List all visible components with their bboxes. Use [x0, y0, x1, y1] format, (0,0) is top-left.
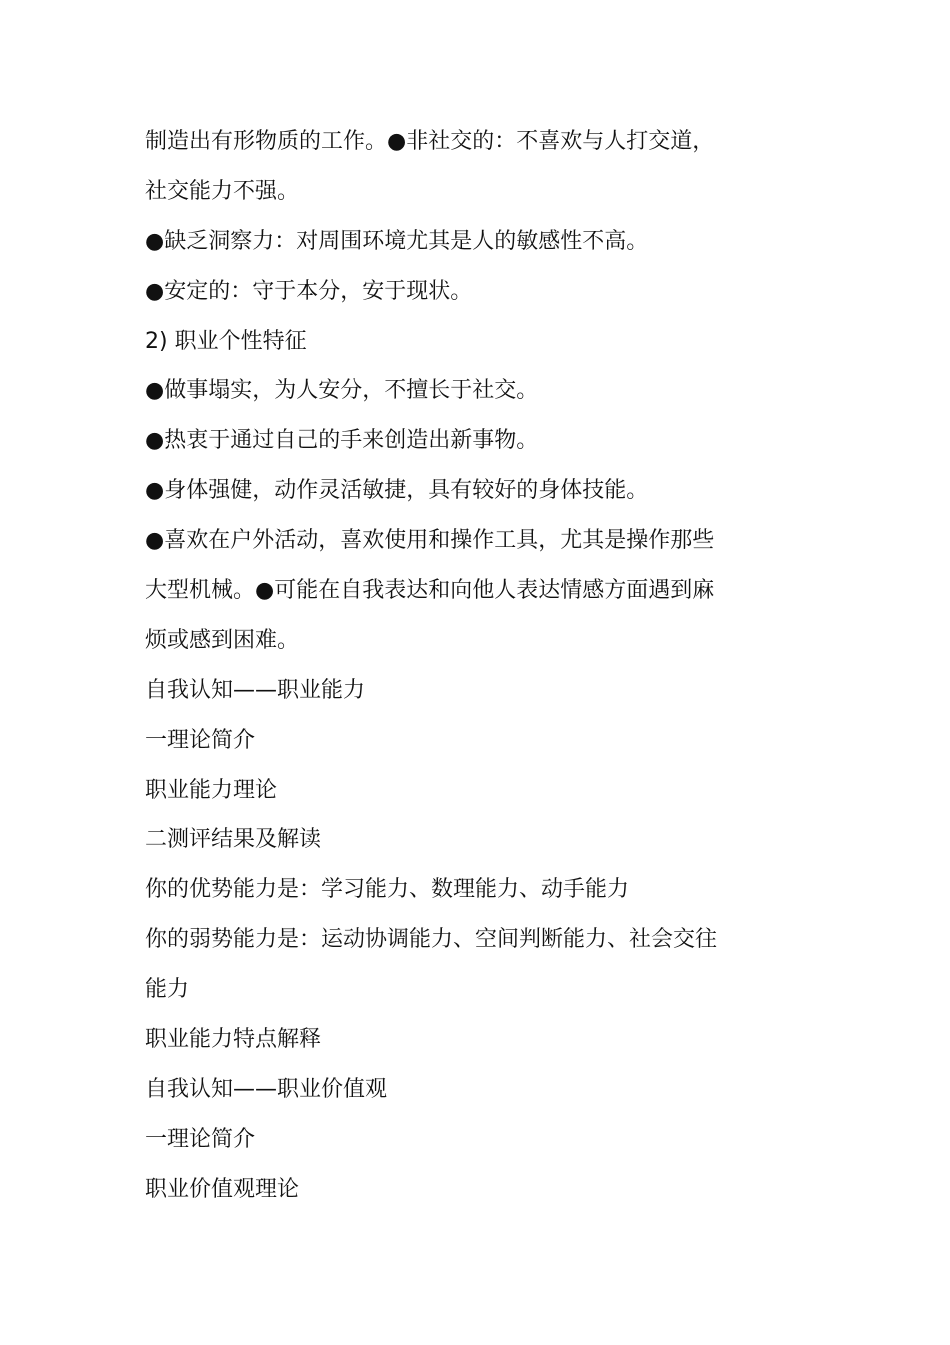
- text-line: 你的弱势能力是：运动协调能力、空间判断能力、社会交往: [145, 927, 718, 953]
- text-line: ●缺乏洞察力：对周围环境尤其是人的敏感性不高。: [145, 228, 649, 254]
- text-line: ●身体强健，动作灵活敏捷，具有较好的身体技能。: [145, 478, 649, 504]
- subsection-heading: 二测评结果及解读: [145, 827, 322, 853]
- text-line: ●做事塌实，为人安分，不擅长于社交。: [145, 378, 539, 404]
- subsection-heading: 一理论简介: [145, 1126, 256, 1152]
- section-heading: 自我认知——职业价值观: [145, 1076, 388, 1102]
- text-line: 大型机械。●可能在自我表达和向他人表达情感方面遇到麻: [145, 578, 715, 604]
- section-heading: 自我认知——职业能力: [145, 677, 366, 703]
- text-line: ●安定的：守于本分，安于现状。: [145, 278, 473, 304]
- text-line: 职业能力理论: [145, 777, 278, 803]
- text-line: ●热衷于通过自己的手来创造出新事物。: [145, 428, 539, 454]
- text-line: 制造出有形物质的工作。●非社交的：不喜欢与人打交道，: [145, 129, 715, 154]
- section-heading: 2) 职业个性特征: [145, 328, 307, 354]
- text-line: 社交能力不强。: [145, 178, 300, 204]
- text-line: 你的优势能力是：学习能力、数理能力、动手能力: [145, 877, 630, 903]
- subsection-heading: 一理论简介: [145, 727, 256, 753]
- text-line: 职业能力特点解释: [145, 1027, 322, 1053]
- text-line: 能力: [145, 977, 190, 1003]
- text-line: 烦或感到困难。: [145, 627, 300, 653]
- text-line: 职业价值观理论: [145, 1176, 300, 1202]
- document-body: [145, 117, 745, 1215]
- text-line: ●喜欢在户外活动，喜欢使用和操作工具，尤其是操作那些: [145, 528, 715, 554]
